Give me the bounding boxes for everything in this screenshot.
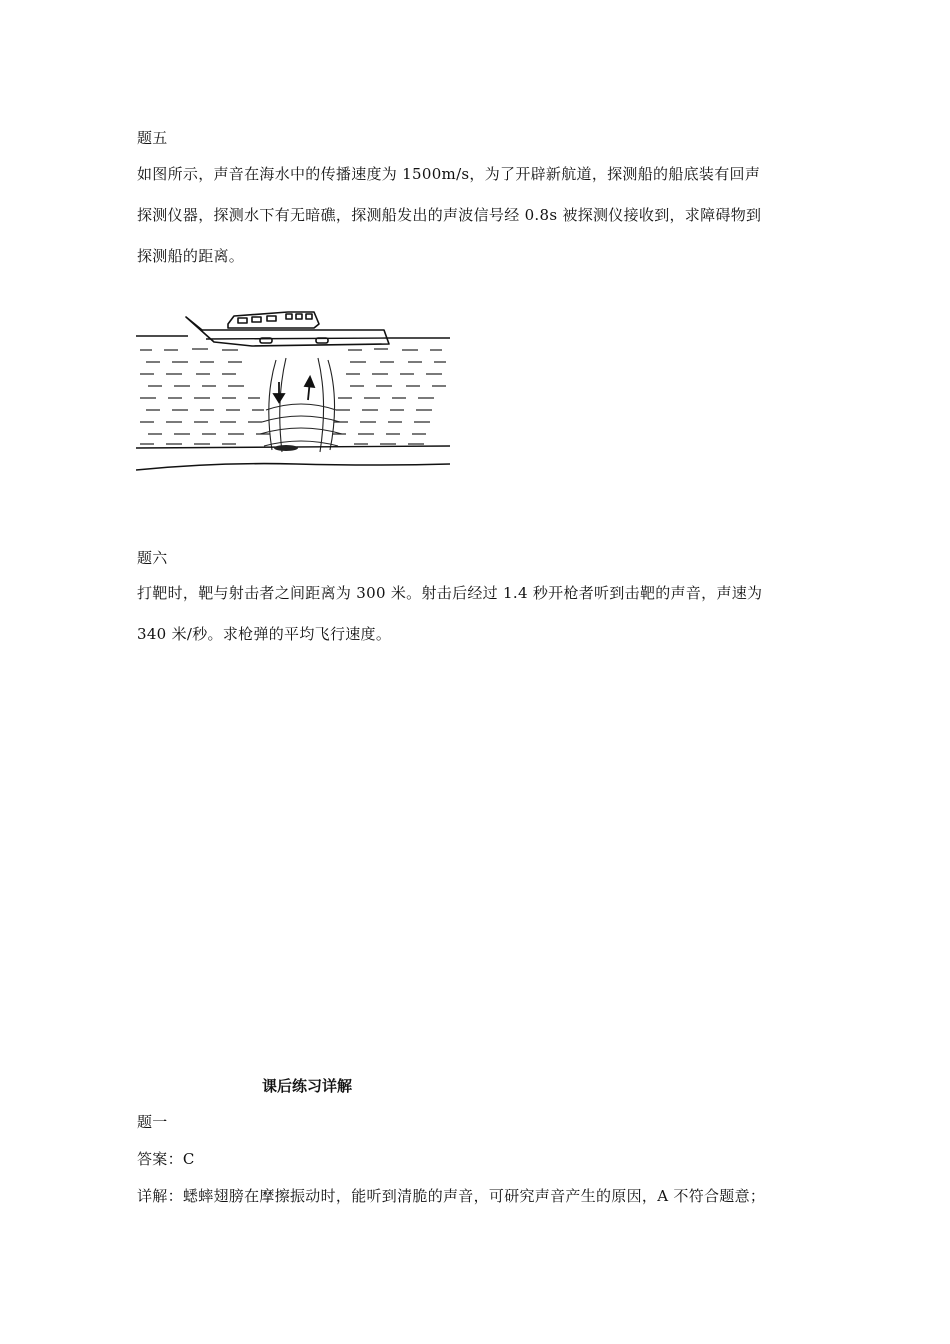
q6-text-line-1: 打靶时，靶与射击者之间距离为 300 米。射击后经过 1.4 秒开枪者听到击靶的声音，声速为 [137, 584, 763, 602]
wave-direction-arrows-icon [274, 377, 314, 402]
a1-heading: 题一 [137, 1113, 168, 1131]
q5-text-line-3: 探测船的距离。 [137, 247, 245, 265]
a1-answer: 答案：C [137, 1150, 195, 1168]
q5-heading: 题五 [137, 129, 168, 147]
sea-bed-ground [136, 464, 450, 470]
q5-text-line-2: 探测仪器，探测水下有无暗礁，探测船发出的声波信号经 0.8s 被探测仪接收到，求障碍物到 [137, 206, 762, 224]
q6-heading: 题六 [137, 549, 168, 567]
sound-wave-arcs [260, 358, 342, 452]
answers-section-title: 课后练习详解 [262, 1077, 353, 1095]
water-hatching [140, 349, 446, 444]
boat-illustration [186, 312, 389, 346]
q5-text-line-1: 如图所示，声音在海水中的传播速度为 1500m/s，为了开辟新航道，探测船的船底装有回声 [137, 165, 761, 183]
q6-text-line-2: 340 米/秒。求枪弹的平均飞行速度。 [137, 625, 392, 643]
sonar-boat-figure [136, 300, 450, 478]
a1-detail: 详解：蟋蟀翅膀在摩擦振动时，能听到清脆的声音，可研究声音产生的原因，A 不符合题意； [137, 1187, 766, 1205]
